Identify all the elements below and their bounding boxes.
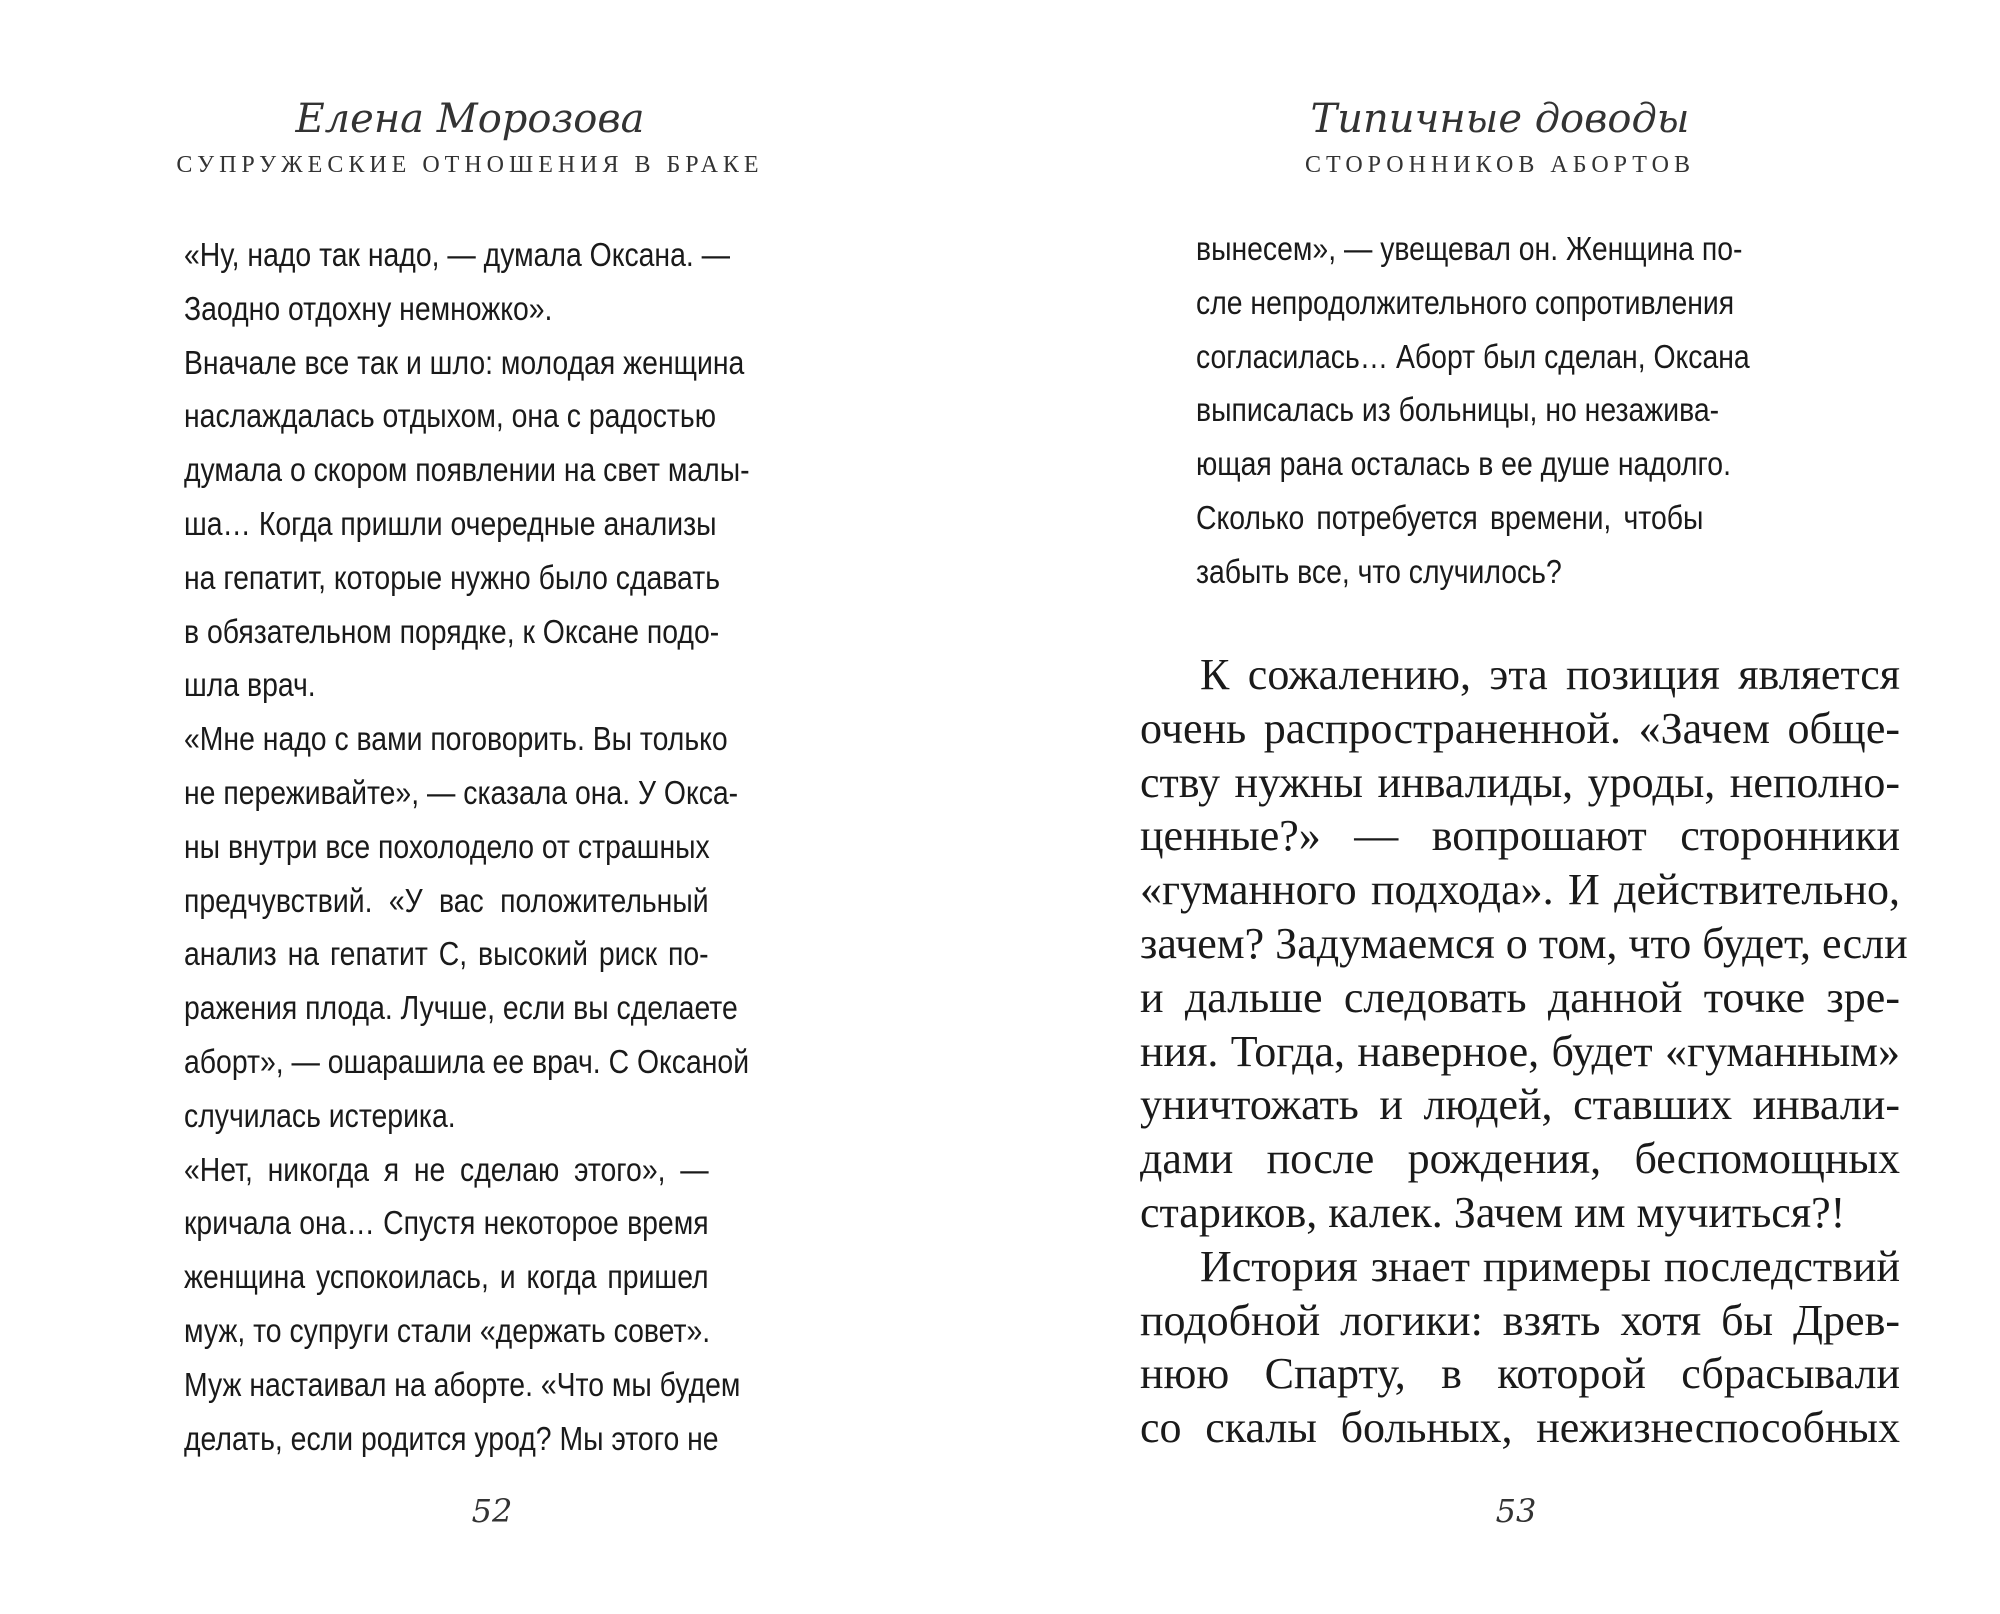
page-number-right: 53 [1495,1492,1537,1530]
text-line: нюю Спарту, в которой сбрасывали [1140,1349,1900,1399]
text-line: «Мне надо с вами поговорить. Вы только [184,720,728,758]
running-header-chapter-subtitle: СТОРОННИКОВ АБОРТОВ [1304,152,1695,178]
text-line: женщина успокоилась, и когда пришел [184,1258,709,1296]
text-line: не переживайте», — сказала она. У Окса- [184,773,739,811]
text-line: предчувствий. «У вас положительный [184,881,709,919]
text-line: зачем? Задумаемся о том, что будет, если [1140,918,1908,968]
text-line: ны внутри все похолодело от страшных [184,827,710,865]
text-line: Заодно отдохну немножко». [184,289,553,327]
text-line: Муж настаивал на аборте. «Что мы будем [184,1365,741,1403]
running-header-chapter: Типичные доводы [1310,96,1690,142]
text-line: стариков, калек. Зачем им мучиться?! [1140,1187,1846,1237]
text-line: сле непродолжительного сопротивления [1196,283,1735,321]
text-line: подобной логики: взять хотя бы Древ- [1140,1295,1900,1345]
text-line: выписалась из больницы, но незажива- [1196,391,1720,429]
text-line: ния. Тогда, наверное, будет «гуманным» [1140,1026,1900,1076]
text-line: ству нужны инвалиды, уроды, неполно- [1140,757,1900,807]
text-line: и дальше следовать данной точке зре- [1140,972,1900,1022]
text-line: История знает примеры последствий [1200,1241,1900,1291]
text-line: делать, если родится урод? Мы этого не [184,1419,719,1457]
right-quote-text [1196,222,1750,599]
text-line: К сожалению, эта позиция является [1200,650,1900,699]
running-header-author: Елена Морозова [295,96,645,142]
text-line: думала о скором появлении на свет малы- [184,451,750,489]
text-line: забыть все, что случилось? [1196,552,1562,590]
text-line: ценные?» — вопрошают сторонники [1140,811,1900,861]
text-line: ражения плода. Лучше, если вы сделаете [184,989,738,1027]
text-line: анализ на гепатит С, высокий риск по- [184,935,709,973]
left-body-text [184,228,750,1465]
text-line: Сколько потребуется времени, чтобы [1196,498,1704,536]
text-line: шла врач. [184,666,316,704]
text-line: на гепатит, которые нужно было сдавать [184,558,721,596]
page-number-left: 52 [471,1492,513,1530]
right-body-text [1140,648,1908,1455]
text-line: муж, то супруги стали «держать совет». [184,1311,711,1349]
text-line: «гуманного подхода». И действительно, [1140,865,1900,915]
text-line: ша… Когда пришли очередные анализы [184,504,717,542]
text-line: «Нет, никогда я не сделаю этого», — [184,1150,709,1188]
text-line: аборт», — ошарашила ее врач. С Оксаной [184,1042,750,1080]
text-line: ющая рана осталась в ее душе надолго. [1196,445,1731,483]
text-line: со скалы больных, нежизнеспособных [1140,1403,1900,1453]
text-line: кричала она… Спустя некоторое время [184,1204,709,1242]
text-line: очень распространенной. «Зачем обще- [1140,703,1900,753]
text-line: дами после рождения, беспомощных [1140,1134,1900,1184]
text-line: «Ну, надо так надо, — думала Оксана. — [184,236,731,273]
running-header-book-title: СУПРУЖЕСКИЕ ОТНОШЕНИЯ В БРАКЕ [176,152,764,178]
text-line: в обязательном порядке, к Оксане подо- [184,612,720,650]
text-line: случилась истерика. [184,1096,456,1134]
text-line: наслаждалась отдыхом, она с радостью [184,397,717,435]
text-line: вынесем», — увещевал он. Женщина по- [1196,230,1743,267]
text-line: Вначале все так и шло: молодая женщина [184,343,745,381]
text-line: согласилась… Аборт был сделан, Оксана [1196,337,1750,375]
text-line: уничтожать и людей, ставших инвали- [1140,1080,1900,1130]
